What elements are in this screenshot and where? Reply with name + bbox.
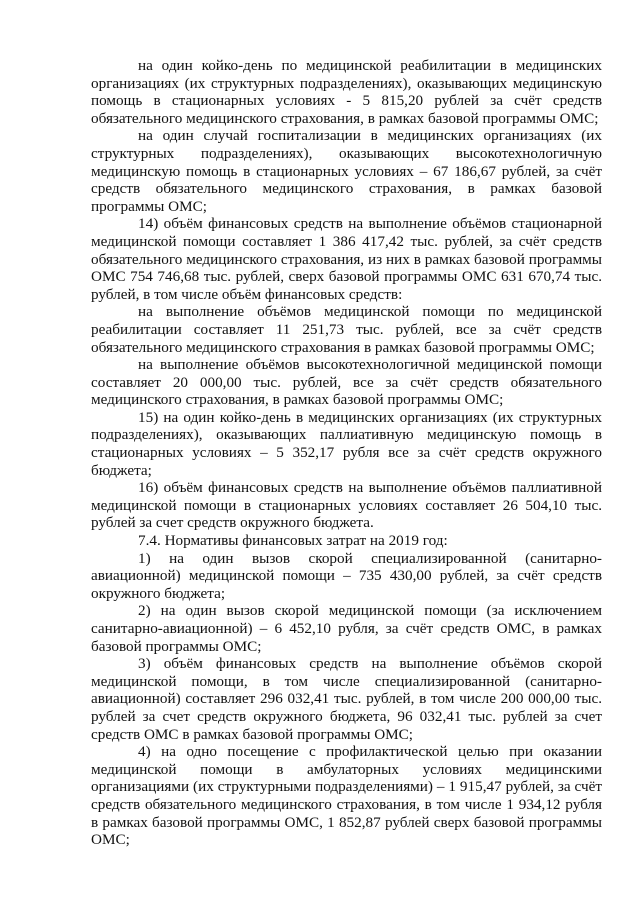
paragraph-hightech-funds: на выполнение объёмов высокотехнологичной медицинской помощи составляет 20 000,00 тыс. рублей, все за счёт средств обязательного медицинского страхования, в рамках базовой программы ОМС; — [91, 356, 602, 409]
paragraph-item-2-ambulance-call: 2) на один вызов скорой медицинской помощи (за исключением санитарно-авиационной) – 6 452,10 рубля, за счёт средств ОМС, в рамках базовой программы ОМС; — [91, 602, 602, 655]
paragraph-item-3-ambulance-funds: 3) объём финансовых средств на выполнение объёмов скорой медицинской помощи, в том числе специализированной (санитарно-авиационной) составляет 296 032,41 тыс. рублей, в том числе 200 000,00 тыс. рублей за счет средств окружного бюджета, 96 032,41 тыс. рублей за счет средств ОМС в рамках базовой программы ОМС; — [91, 655, 602, 743]
paragraph-hightech-hospitalization: на один случай госпитализации в медицинских организациях (их структурных подразделениях), оказывающих высокотехнологичную медицинскую помощь в стационарных условиях – 67 186,67 рублей, за счёт средств обязательного медицинского страхования, в рамках базовой программы ОМС; — [91, 127, 602, 215]
paragraph-rehab-bed-day: на один койко-день по медицинской реабилитации в медицинских организациях (их структурных подразделениях), оказывающих медицинскую помощь в стационарных условиях - 5 815,20 рублей за счёт средств обязательного медицинского страхования, в рамках базовой программы ОМС; — [91, 57, 602, 127]
paragraph-item-16-palliative-funds: 16) объём финансовых средств на выполнение объёмов паллиативной медицинской помощи в стационарных условиях составляет 26 504,10 тыс. рублей за счет средств окружного бюджета. — [91, 479, 602, 532]
paragraph-item-1-air-ambulance: 1) на один вызов скорой специализированной (санитарно-авиационной) медицинской помощи – 735 430,00 рублей, за счёт средств окружного бюджета; — [91, 549, 602, 602]
paragraph-item-14-inpatient-funds: 14) объём финансовых средств на выполнение объёмов стационарной медицинской помощи составляет 1 386 417,42 тыс. рублей, за счёт средств обязательного медицинского страхования, из них в рамках базовой программы ОМС 754 746,68 тыс. рублей, сверх базовой программы ОМС 631 670,74 тыс. рублей, в том числе объём финансовых средств: — [91, 215, 602, 303]
section-heading-7-4: 7.4. Нормативы финансовых затрат на 2019 год: — [138, 532, 448, 550]
paragraph-item-15-palliative-bed-day: 15) на один койко-день в медицинских организациях (их структурных подразделениях), оказывающих паллиативную медицинскую помощь в стационарных условиях – 5 352,17 рубля все за счёт средств окружного бюджета; — [91, 408, 602, 479]
paragraph-rehab-funds: на выполнение объёмов медицинской помощи по медицинской реабилитации составляет 11 251,73 тыс. рублей, все за счёт средств обязательного медицинского страхования в рамках базовой программы ОМС; — [91, 303, 602, 356]
paragraph-item-4-preventive-visit: 4) на одно посещение с профилактической целью при оказании медицинской помощи в амбулаторных условиях медицинскими организациями (их структурными подразделениями) – 1 915,47 рублей, за счёт средств обязательного медицинского страхования, в том числе 1 934,12 рубля в рамках базовой программы ОМС, 1 852,87 рублей сверх базовой программы ОМС; — [91, 743, 602, 849]
